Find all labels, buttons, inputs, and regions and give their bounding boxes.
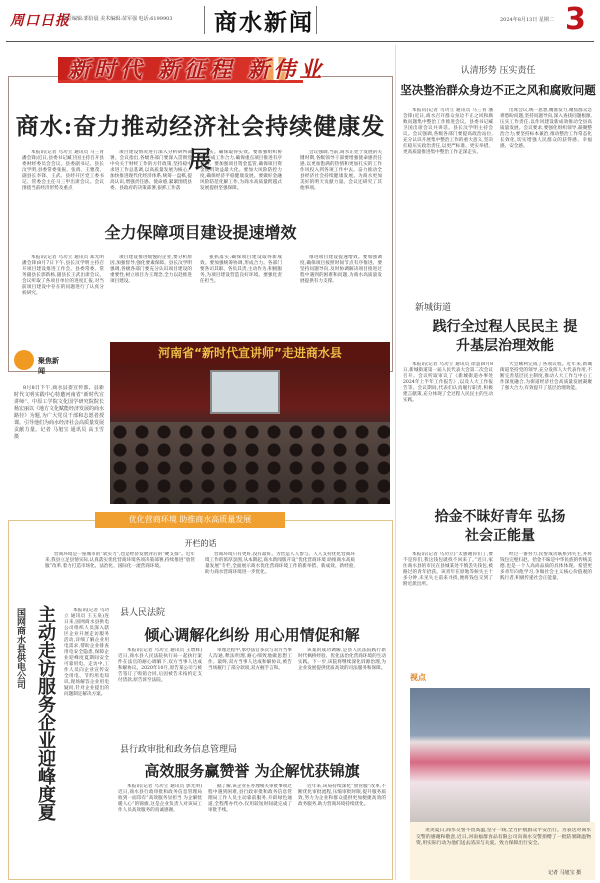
body-column: 项目建设情况进行深入分析研判部署。会议指出,各级各部门要深入贯彻党中央关于财经工作的方针政策,坚持稳中求进工作总基调,以高质量发展为核心。加快推进现代化经济体系,统筹一盘棋,提高认识,增强责任感、使命感,紧紧围绕县委、县政府的决策部署,狠抓工作落 <box>110 150 192 191</box>
body-column: 本报讯(记者 乌功立 通讯员 徐慧)8月8日,新城街道第一届人民代表大会第二次会议召开。会议听取审议了《新城街道办事处2024年上半年工作报告》,以及人大工作报告等。会议期间,代表们认真履行职责,积极建言献策,充分体现了全过程人民民主的生动实践。 <box>403 362 493 403</box>
body-column: 大会顺利完成了各项议程。近年来,新城街道坚持党的领导,充分发挥人大代表作用,不断完善基层民主制度,推动人大工作与中心工作深度融合,为街道经济社会高质量发展凝聚了强大合力,有效提升了基层治理效能。 <box>500 362 592 391</box>
power-company-dept: 国网商水县供电公司 <box>15 608 25 689</box>
lecture-photo <box>110 342 390 504</box>
body-column: 狠抓落实,确保项目建设取得新成效。要加强统筹协调,形成合力。各部门要各司其职、各负其责,主动作为,积极服务,为项目建设营造良好环境。要强化责任担当。 <box>200 255 282 284</box>
article-headline: 坚决整治群众身边不正之风和腐败问题 <box>400 83 596 97</box>
projection-screen <box>210 370 280 414</box>
body-column: 推进项目建设提速增效。要加强调度,确保项目按照时间节点有序推进。要坚持问题导向,及时协调解决项目推进过程中遇到的困难和问题,为商水高质量发展提供有力支撑。 <box>300 255 382 284</box>
divider <box>204 6 205 34</box>
article-headline: 践行全过程人民民主 提升基层治理效能 <box>432 319 578 354</box>
focus-news-badge <box>14 350 64 374</box>
column-divider <box>395 45 396 880</box>
approval-dept: 县行政审批和政务信息管理局 <box>120 745 238 755</box>
intro-title: 开栏的话 <box>184 539 217 548</box>
intro-column: 营商环境是一座城市的“软实力”,也是经济发展背后的“硬支撑”。近年来,我县立足县情实际,认真落实优化营商环境各项决策部署,持续推进“放管服”改革,着力打造市场化、法治化、国际化一流营商环境。 <box>45 552 195 569</box>
power-company-headline: 主动走访服务企业迎峰度夏 <box>35 605 56 821</box>
newspaper-logo: 周口日报 <box>10 13 70 29</box>
article-kicker: 新城街道 <box>415 303 452 313</box>
body-column: 本报讯(记者 乌功立 通讯员 王增辉)近日,商水县人民法院执行局一起执行案件在法官的耐心调解下,双方当事人达成和解协议。2020年10月,原告某公司与被告签订了购销合同,后因被告未按约定支付货款,原告诉至法院。 <box>118 648 202 683</box>
photo-news-text: 8月8日下午,商水县委宣传部、县新时代文明实践中心特邀河南省“新时代宣讲师”、中原工学院文化国学研究院院长杨宏丽以《地方文化赋能经济发展的商水路径》为题,为广大党员干部和志愿者授课。引导他们为商水经济社会高质量发展贡献力量。记者 马旭宝 通讯员 高玉雪 摄 <box>14 385 104 440</box>
section-title: 商水新闻 <box>214 9 314 36</box>
body-column: 据了解,该企业在办理相关审批事项过程中遇到困难,县行政审批和政务信息管理局工作人员主动靠前服务,开辟绿色通道,全程帮办代办,仅用较短时间就完成了审批手续。 <box>208 784 292 813</box>
theme-banner <box>58 57 326 83</box>
photo-banner-text: 河南省“新时代宣讲师”走进商水县 <box>110 342 390 364</box>
article-headline: 拾金不昧好青年 弘扬社会正能量 <box>434 509 566 544</box>
divider <box>316 6 317 34</box>
photo-caption: 炎炎夏日,商水交警不畏高温,坚守一线,全力护航群众平安出行。为表达对商水交警的感谢和敬意,近日,河南福群食品有限公司向商水交警捐赠了一批防暑降温物资,用实际行动为他们送去清凉与关爱。致力保障出行安全。 <box>416 828 591 846</box>
business-section-banner: 优化营商环境 助推商水高质量发展 <box>95 512 285 528</box>
photo-credit: 记者 马旭宝 摄 <box>548 870 582 876</box>
issue-date: 2024年8月13日 星期二 <box>500 17 554 23</box>
court-dept: 县人民法院 <box>120 608 166 618</box>
body-column: 经过一番努力,民警成功联系到失主,并将钱包完璧归赵。拾金不昧是中华民族的传统美德,也是一个人高尚品质的具体体现。希望更多青年向他学习,争做社会主义核心价值观的践行者,积极传递社会正能量。 <box>500 552 592 581</box>
lead-subheadline: 全力保障项目建设提速增效 <box>104 223 297 242</box>
body-column: 该案的成功调解,是县人民法院践行新时代枫桥经验、优化法治化营商环境的生动实践。下一步,该院将继续深化诉源治理,为企业发展提供优质高效的司法服务和保障。 <box>298 648 386 671</box>
body-column: 本报讯(记者 乌功立 通讯员 郑光明 潘会锋)8月7日下午,县长汶学明主持召开项目建设推进工作会。县委常委、常务副县长郭新杨,副县长王武出席会议。会议听取了各项目单位的进度汇报,对当前项目建设中存在的问题进行了认真分析研究。 <box>22 255 104 296</box>
body-column: 本报讯(记者 乌功立 通讯员 郭光明)近日,商水县行政审批和政务信息管理局收到一面印有“高效服务显担当 为企解忧暖人心”的锦旗,这是企业负责人对该局工作人员高效服务的真诚感谢。 <box>118 784 202 813</box>
body-column: 本报讯(记者 乌功立 通讯员 马三青 潘会锋)近日,商水召开群众身边不正之风和腐败问题集中整治工作推进会议。县委书记臧卫国出席会议并讲话。县长汶学明主持会议。会议强调,各级各部门要提高政治站位,充分认识开展集中整治工作的重大意义,坚决扛稳压实政治责任,以更严标准、更实举措、更高质量推进集中整治工作走深走实。 <box>403 108 493 155</box>
body-column: 本报讯(记者 乌功立)“太感谢你们了,要不是你们,我这钱包就找不回来了。”近日,家住商水县的市民在县城某处不慎丢失钱包,被路过的青年拾获。该青年在原地等候失主十多分钟,未见失主前来寻找,便将钱包交到了附近派出所。 <box>403 552 493 587</box>
article-kicker: 认清形势 压实责任 <box>460 66 536 76</box>
body-column: 近年来,该局持续深化“放管服”改革,不断优化审批流程,压缩审批时限,提升服务质效,努力为企业和群众提供更加便捷高效的政务服务,助力营商环境持续优化。 <box>298 784 386 807</box>
power-company-text: 本报讯(记者 乌功立 通讯员 王玉泉)连日来,国网商水县供电公司组织人员深入辖区企业开展走访服务活动,详细了解企业用电需求,帮助企业排查用电安全隐患,保障企业迎峰度夏期间安全可靠用电。走访中,工作人员向企业宣传安全用电、节约用电知识,现场解答企业用电疑问,针对企业提出的问题制定解决方案。 <box>64 608 109 697</box>
viewpoint-label: 视点 <box>410 672 426 682</box>
badge-label: 聚焦新闻 <box>38 356 59 375</box>
intro-column: 营商环境只有更好,没有最好。为营造人人参与、人人支持优化营商环境工作的浓厚氛围,从本期起,商水新闻版开设“优化营商环境 助推商水高质量发展”专栏,全面展示商水优化营商环境工作的新举措、新成效、新经验,助力商水营商环境进一步优化。 <box>205 552 355 575</box>
badge-icon <box>14 350 34 370</box>
page-number: 3 <box>565 2 586 37</box>
body-column: 会议强调,当前,商水正处于发展的关键时期,各级领导干部要增强使命感责任感,以更加饱满的热情和更加扎实的工作作风投入到各项工作中去。奋力推动全县经济社会持续健康发展。为商水更加美好的明天贡献力量。会议还研究了其他事项。 <box>300 150 382 191</box>
court-headline: 倾心调解化纠纷 用心用情促和解 <box>144 626 360 644</box>
body-column: 实。确保取得实效。要加强组织协调,形成工作合力,确保重点项目推进有序有效。要加强项目资金监管,确保项目资金使用效益最大化。要加大风险防控力度,确保经济平稳健康发展。要做好金融风险防范化解工作,为商水高质量跨越式发展提供坚强保障。 <box>200 150 282 191</box>
audience <box>110 422 390 504</box>
body-column: 项目建设推进缓慢的企业,要分析原因,加强督导,强化要素保障。县长汶学明强调,各级各部门要充分认识项目建设的重要性,树立项目为王理念,全力以赴推进项目建设。 <box>110 255 192 284</box>
theme-banner-text: 新时代 新征程 新伟业 <box>68 57 326 83</box>
header-rule <box>6 41 594 42</box>
body-column: 本报讯(记者 乌功立 通讯员 马三青 潘会锋)近日,县委书记臧卫国主持召开县委财经委员会会议。县委副书记、县长汶学明,县委常委张振、张禹、王雅茂、副县长李锋、王武、县经开区党工委书记、管委会主任马三甲出席会议。会议围绕当前经济形势及重点 <box>22 150 104 191</box>
editors-line: 责任编辑:郭恰晨 美术编辑:苗军强 电话:6199903 <box>62 16 173 22</box>
approval-headline: 高效服务赢赞誉 为企解忧获锦旗 <box>144 762 360 780</box>
body-column: 出席会议,统一思想,精准发力,聚焦群众急难愁盼问题,坚持问题导向,深入查找问题根源,压实工作责任,以作风建设新成效推动全县高质量发展。会议要求,要强化组织领导,凝聚整治合力;要坚持标本兼治,推动整治工作常态化长效化,切实增强人民群众的获得感、幸福感、安全感。 <box>500 108 592 149</box>
lead-headline: 商水:奋力推动经济社会持续健康发展 <box>15 113 386 173</box>
traffic-police-photo <box>410 688 590 823</box>
body-column: 审理过程中,承办法官多次与双方当事人沟通,释法明理,耐心细致地做思想工作。最终,双方当事人达成和解协议,被告当场履行了部分款项,双方握手言和。 <box>208 648 292 671</box>
